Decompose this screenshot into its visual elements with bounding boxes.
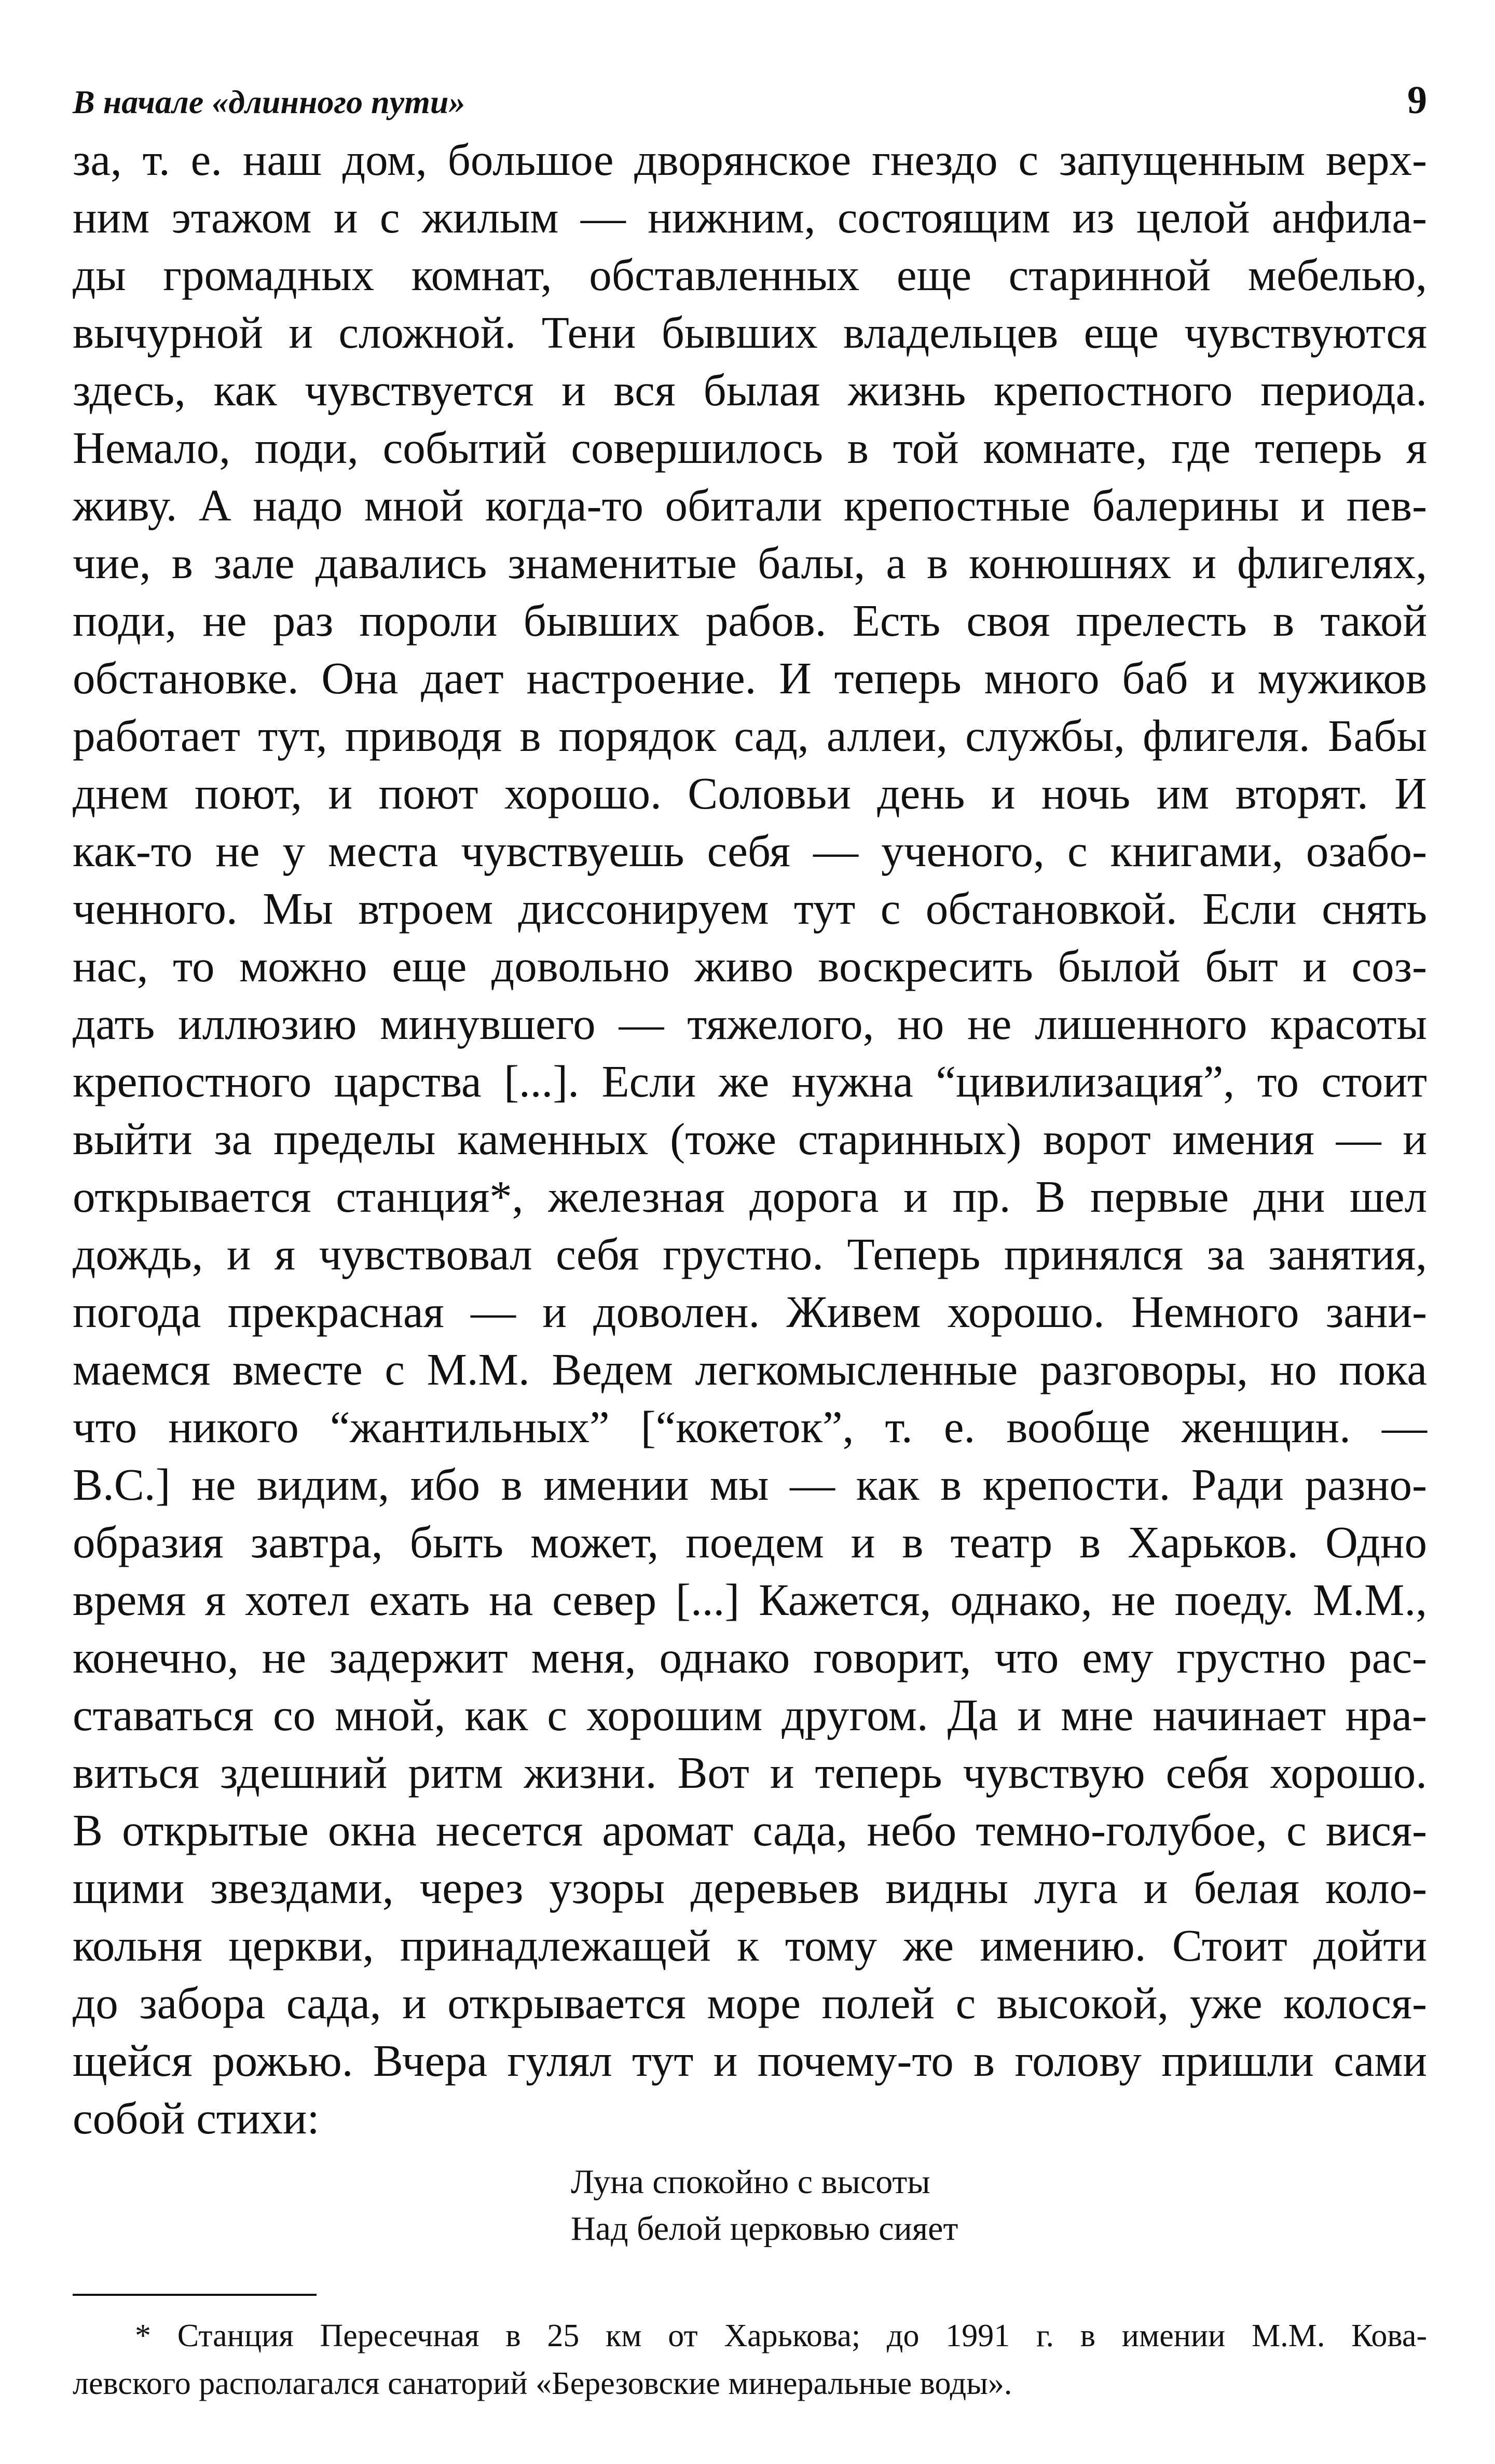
footnote-line: левского располагался санаторий «Березовские минеральные воды». [73,2366,1012,2401]
text-line: дождь, и я чувствовал себя грустно. Теперь принялся за занятия, [73,1229,1427,1279]
text-line: дать иллюзию минувшего — тяжелого, но не лишенного красоты [73,998,1427,1049]
book-page [73,73,1427,2401]
running-title: В начале «длинного пути» [73,84,465,120]
text-line: вычурной и сложной. Тени бывших владельцев еще чувствуются [73,307,1427,358]
text-line: кольня церкви, принадлежащей к тому же имению. Стоит дойти [73,1920,1427,1970]
text-line: образия завтра, быть может, поедем и в театр в Харьков. Одно [73,1517,1427,1567]
text-line: погода прекрасная — и доволен. Живем хорошо. Немного зани- [73,1286,1427,1337]
text-line: выйти за пределы каменных (тоже старинных) ворот имения — и [73,1114,1427,1164]
text-line: виться здешний ритм жизни. Вот и теперь чувствую себя хорошо. [73,1747,1427,1798]
text-line: крепостного царства [...]. Если же нужна “цивилизация”, то стоит [73,1056,1427,1106]
poem-line: Луна спокойно с высоты [571,2163,930,2201]
text-line: до забора сада, и открывается море полей с высокой, уже колося- [73,1978,1427,2028]
text-line: время я хотел ехать на север [...] Кажется, однако, не поеду. М.М., [73,1575,1427,1625]
text-line: ним этажом и с жилым — нижним, состоящим из целой анфила- [73,192,1427,242]
poem-block [571,2159,958,2252]
running-header [73,73,1427,130]
text-line: маемся вместе с М.М. Ведем легкомысленные разговоры, но пока [73,1344,1427,1394]
footnote [73,2312,1427,2407]
text-line: конечно, не задержит меня, однако говорит, что ему грустно рас- [73,1632,1427,1682]
text-line: живу. А надо мной когда-то обитали крепостные балерины и пев- [73,480,1427,530]
text-line: здесь, как чувствуется и вся былая жизнь крепостного периода. [73,365,1427,415]
text-line: днем поют, и поют хорошо. Соловьи день и ночь им вторят. И [73,768,1427,818]
text-line: ченного. Мы втроем диссонируем тут с обстановкой. Если снять [73,883,1427,934]
text-line: щейся рожью. Вчера гулял тут и почему-то в голову пришли сами [73,2035,1427,2086]
text-line: щими звездами, через узоры деревьев видны луга и белая коло- [73,1863,1427,1913]
text-line: обстановке. Она дает настроение. И теперь много баб и мужиков [73,653,1427,703]
footnote-line: * Станция Пересечная в 25 км от Харькова; до 1991 г. в имении М.М. Кова- [135,2318,1427,2353]
text-line: собой стихи: [73,2093,320,2143]
text-line: чие, в зале давались знаменитые балы, а в конюшнях и флигелях, [73,538,1427,588]
body-text [73,131,1427,2147]
text-line: работает тут, приводя в порядок сад, аллеи, службы, флигеля. Бабы [73,710,1427,761]
text-line: В открытые окна несется аромат сада, небо темно-голубое, с вися- [73,1805,1427,1855]
page-number: 9 [1407,78,1427,122]
text-line: Немало, поди, событий совершилось в той комнате, где теперь я [73,422,1427,473]
text-line: открывается станция*, железная дорога и пр. В первые дни шел [73,1171,1427,1222]
text-line: нас, то можно еще довольно живо воскресить былой быт и соз- [73,941,1427,991]
text-line: как-то не у места чувствуешь себя — ученого, с книгами, озабо- [73,826,1427,876]
text-line: ставаться со мной, как с хорошим другом. Да и мне начинает нра- [73,1690,1427,1740]
text-line: что никого “жантильных” [“кокеток”, т. е. вообще женщин. — [73,1402,1427,1452]
poem-line: Над белой церковью сияет [571,2210,958,2248]
text-line: поди, не раз пороли бывших рабов. Есть своя прелесть в такой [73,595,1427,646]
text-line: за, т. е. наш дом, большое дворянское гнездо с запущенным верх- [73,134,1427,185]
footnote-divider [73,2294,317,2296]
text-line: ды громадных комнат, обставленных еще старинной мебелью, [73,250,1427,300]
text-line: В.С.] не видим, ибо в имении мы — как в крепости. Ради разно- [73,1459,1427,1510]
